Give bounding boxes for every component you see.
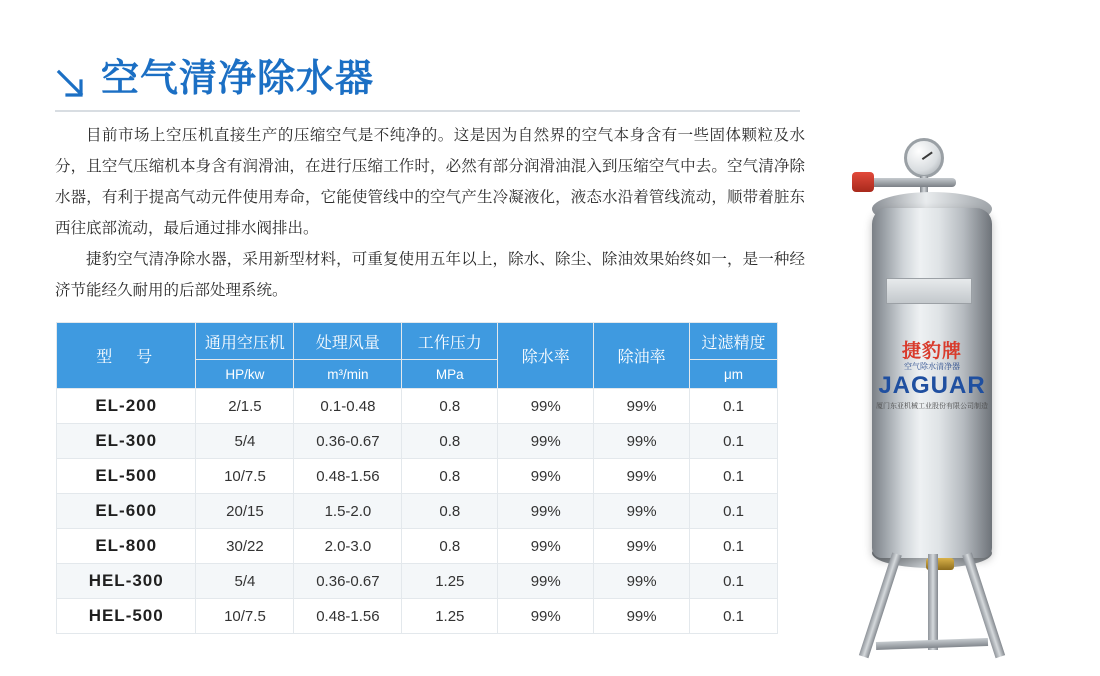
cell-filtration: 0.1 <box>690 564 778 599</box>
cell-filtration: 0.1 <box>690 389 778 424</box>
cell-filtration: 0.1 <box>690 599 778 634</box>
table-row <box>57 529 778 564</box>
column-header-model: 型 号 <box>57 323 196 389</box>
cell-compressor: 10/7.5 <box>196 459 294 494</box>
cell-model: HEL-500 <box>57 599 196 634</box>
column-header-compressor: 通用空压机 <box>196 323 294 360</box>
column-header-water-rate: 除水率 <box>498 323 594 389</box>
description-text <box>55 120 805 306</box>
brand-name-en: JAGUAR <box>878 372 986 400</box>
stand-leg-middle <box>928 554 938 650</box>
unit-filtration: μm <box>690 360 778 389</box>
cell-compressor: 5/4 <box>196 424 294 459</box>
cell-model: EL-600 <box>57 494 196 529</box>
product-nameplate <box>886 278 972 304</box>
table-row <box>57 599 778 634</box>
cell-filtration: 0.1 <box>690 424 778 459</box>
cell-pressure: 0.8 <box>402 424 498 459</box>
cell-flow: 0.36-0.67 <box>294 564 402 599</box>
unit-compressor: HP/kw <box>196 360 294 389</box>
cell-compressor: 5/4 <box>196 564 294 599</box>
cell-model: EL-500 <box>57 459 196 494</box>
table-row <box>57 564 778 599</box>
specification-table <box>56 322 778 634</box>
brand-label <box>876 342 988 410</box>
cell-model: EL-200 <box>57 389 196 424</box>
table-row <box>57 424 778 459</box>
brand-subtitle: 空气除水清净器 <box>904 361 960 371</box>
cell-oil-rate: 99% <box>594 424 690 459</box>
table-row <box>57 494 778 529</box>
unit-flow: m³/min <box>294 360 402 389</box>
cell-compressor: 2/1.5 <box>196 389 294 424</box>
cell-water-rate: 99% <box>498 529 594 564</box>
cell-compressor: 30/22 <box>196 529 294 564</box>
brand-company: 厦门东亚机械工业股份有限公司制造 <box>876 402 988 410</box>
page-title: 空气清净除水器 <box>101 58 375 100</box>
table-header <box>57 323 778 389</box>
cell-pressure: 1.25 <box>402 599 498 634</box>
column-header-filtration: 过滤精度 <box>690 323 778 360</box>
cell-water-rate: 99% <box>498 564 594 599</box>
cell-model: EL-300 <box>57 424 196 459</box>
paragraph-1: 目前市场上空压机直接生产的压缩空气是不纯净的。这是因为自然界的空气本身含有一些固体颗粒及水分，且空气压缩机本身含有润滑油，在进行压缩工作时，必然有部分润滑油混入到压缩空气中去。空气清净除水器，有利于提高气动元件使用寿命，它能使管线中的空气产生冷凝液化，液态水沿着管线流动，顺带着脏东西往底部流动，最后通过排水阀排出。 <box>55 127 805 237</box>
cell-flow: 0.48-1.56 <box>294 599 402 634</box>
product-photo <box>830 130 1070 650</box>
cell-compressor: 20/15 <box>196 494 294 529</box>
cell-model: HEL-300 <box>57 564 196 599</box>
table-row <box>57 389 778 424</box>
table-row <box>57 459 778 494</box>
cell-oil-rate: 99% <box>594 494 690 529</box>
cell-filtration: 0.1 <box>690 494 778 529</box>
cell-flow: 0.1-0.48 <box>294 389 402 424</box>
cell-pressure: 1.25 <box>402 564 498 599</box>
cell-filtration: 0.1 <box>690 459 778 494</box>
arrow-down-right-icon <box>55 67 89 101</box>
table-header-row <box>57 323 778 360</box>
cell-oil-rate: 99% <box>594 389 690 424</box>
cell-pressure: 0.8 <box>402 389 498 424</box>
column-header-flow: 处理风量 <box>294 323 402 360</box>
cell-pressure: 0.8 <box>402 529 498 564</box>
cell-oil-rate: 99% <box>594 459 690 494</box>
top-pipe <box>860 178 956 187</box>
cell-water-rate: 99% <box>498 389 594 424</box>
cell-pressure: 0.8 <box>402 494 498 529</box>
paragraph-2: 捷豹空气清净除水器，采用新型材料，可重复使用五年以上，除水、除尘、除油效果始终如一，是一种经济节能经久耐用的后部处理系统。 <box>55 251 805 299</box>
cell-model: EL-800 <box>57 529 196 564</box>
column-header-oil-rate: 除油率 <box>594 323 690 389</box>
cell-oil-rate: 99% <box>594 599 690 634</box>
column-header-pressure: 工作压力 <box>402 323 498 360</box>
cell-flow: 1.5-2.0 <box>294 494 402 529</box>
cell-pressure: 0.8 <box>402 459 498 494</box>
red-valve-icon <box>852 172 874 192</box>
pressure-gauge-icon <box>904 138 944 178</box>
page-header <box>55 48 800 112</box>
cell-flow: 2.0-3.0 <box>294 529 402 564</box>
cell-oil-rate: 99% <box>594 564 690 599</box>
cell-flow: 0.48-1.56 <box>294 459 402 494</box>
table-body <box>57 389 778 634</box>
cell-water-rate: 99% <box>498 424 594 459</box>
cell-filtration: 0.1 <box>690 529 778 564</box>
cell-flow: 0.36-0.67 <box>294 424 402 459</box>
cell-oil-rate: 99% <box>594 529 690 564</box>
cell-water-rate: 99% <box>498 459 594 494</box>
brand-name-cn: 捷豹牌 <box>901 341 962 362</box>
unit-pressure: MPa <box>402 360 498 389</box>
cell-compressor: 10/7.5 <box>196 599 294 634</box>
cell-water-rate: 99% <box>498 494 594 529</box>
cell-water-rate: 99% <box>498 599 594 634</box>
